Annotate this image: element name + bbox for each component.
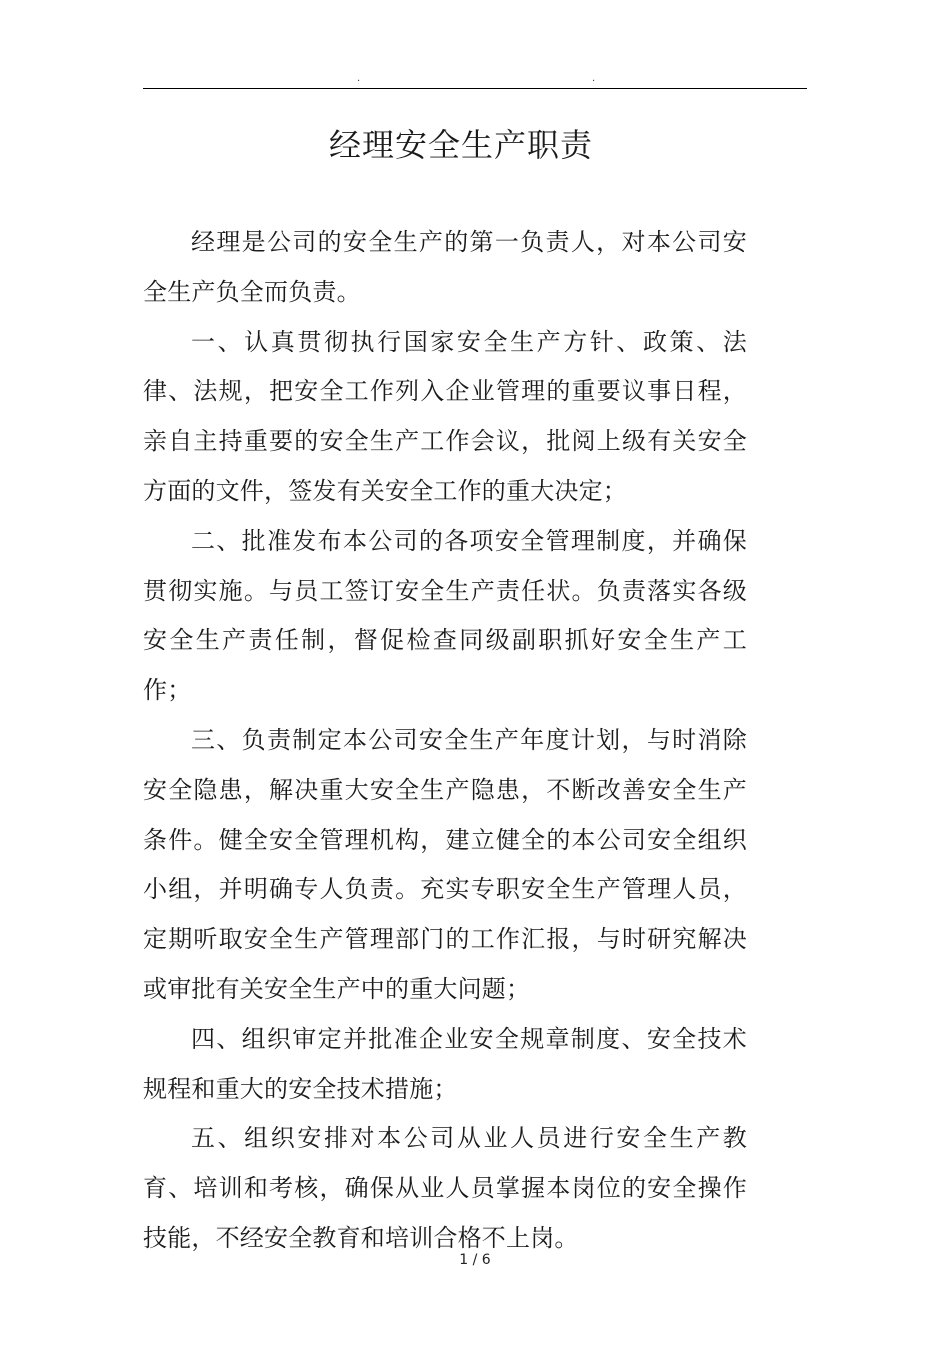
- document-body: [143, 218, 747, 1264]
- paragraph-item-5: 五、组织安排对本公司从业人员进行安全生产教育、培训和考核，确保从业人员掌握本岗位的安全操作技能，不经安全教育和培训合格不上岗。: [143, 1124, 747, 1252]
- page-number: 1 / 6: [459, 1252, 491, 1268]
- paragraph-item-4: 四、组织审定并批准企业安全规章制度、安全技术规程和重大的安全技术措施；: [143, 1024, 747, 1103]
- paragraph-item-2: 二、批准发布本公司的各项安全管理制度，并确保贯彻实施。与员工签订安全生产责任状。负责落实各级安全生产责任制，督促检查同级副职抓好安全生产工作；: [143, 526, 747, 705]
- document-title: 经理安全生产职责: [328, 126, 593, 164]
- page-header: [143, 60, 807, 90]
- header-mark-left: .: [357, 73, 361, 84]
- header-rule: [143, 88, 807, 89]
- header-mark-right: .: [592, 73, 596, 84]
- paragraph-item-3: 三、负责制定本公司安全生产年度计划，与时消除安全隐患，解决重大安全生产隐患，不断改善安全生产条件。健全安全管理机构，建立健全的本公司安全组织小组，并明确专人负责。充实专职安全生产管理人员，定期听取安全生产管理部门的工作汇报，与时研究解决或审批有关安全生产中的重大问题；: [143, 725, 747, 1003]
- paragraph-item-1: 一、认真贯彻执行国家安全生产方针、政策、法律、法规，把安全工作列入企业管理的重要议事日程，亲自主持重要的安全生产工作会议，批阅上级有关安全方面的文件，签发有关安全工作的重大决定；: [143, 327, 747, 505]
- paragraph-intro: 经理是公司的安全生产的第一负责人，对本公司安全生产负全而负责。: [143, 228, 747, 306]
